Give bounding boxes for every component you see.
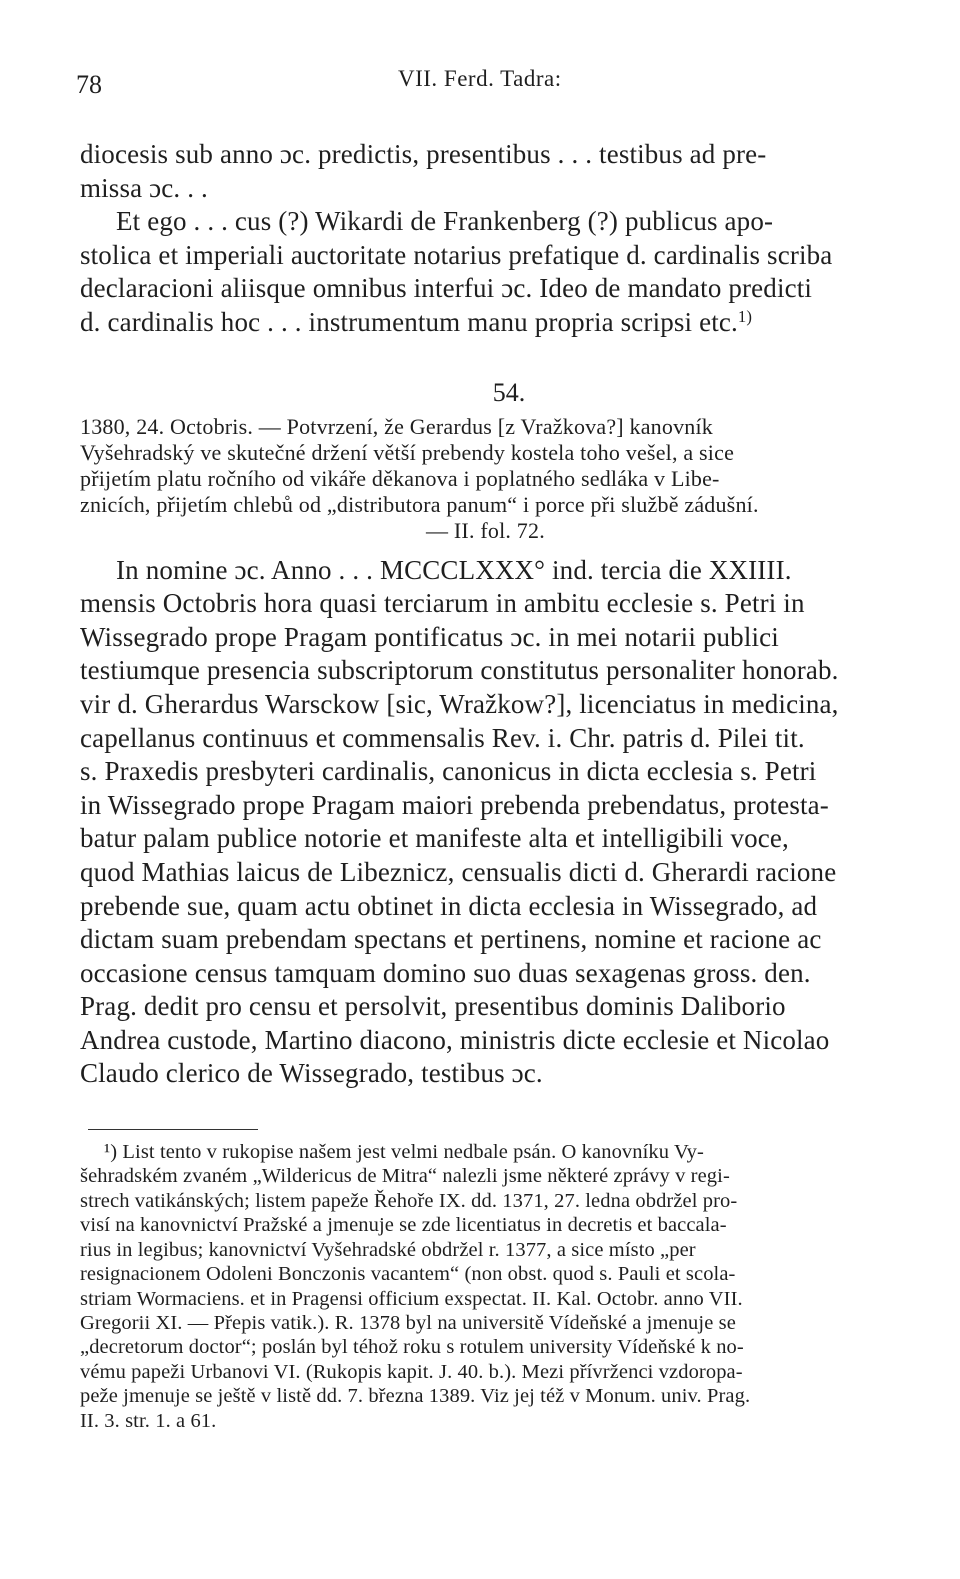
footnote-line: visí na kanovnictví Pražské a jmenuje se zde licentiatus in decretis et baccala- <box>80 1214 727 1237</box>
page-header <box>76 62 928 102</box>
footnote-line: striam Wormaciens. et in Pragensi officium exspectat. II. Kal. Octobr. anno VII. <box>80 1287 743 1310</box>
charter-text <box>80 554 928 1092</box>
footnote-line: rius in legibus; kanovnictví Vyšehradské obdržel r. 1377, a sice místo „per <box>80 1238 696 1261</box>
footnote-marker: ¹) <box>104 1141 118 1164</box>
footnote-line: resignacionem Odoleni Bonczonis vacantem“ (non obst. quod s. Pauli et scola- <box>80 1263 736 1286</box>
text-line: stolica et imperiali auctoritate notarius prefatique d. cardinalis scriba <box>80 239 833 270</box>
charter-line: testiumque presencia subscriptorum constitutus personaliter honorab. <box>80 655 839 686</box>
text-line <box>80 306 928 340</box>
footnote <box>80 1140 928 1433</box>
charter-line: batur palam publice notorie et manifeste alta et intelligibili voce, <box>80 823 789 854</box>
charter-line: Prag. dedit pro censu et persolvit, presentibus dominis Daliborio <box>80 991 786 1022</box>
charter-line: quod Mathias laicus de Libeznicz, censualis dicti d. Gherardi racione <box>80 856 837 887</box>
footnote-line: „decretorum doctor“; poslán byl téhož roku s rotulem university Vídeňské k no- <box>80 1336 744 1359</box>
footnote-reference: 1) <box>737 306 753 326</box>
footnote-line: strech vatikánských; listem papeže Řehoře IX. dd. 1371, 27. ledna obdržel pro- <box>80 1189 738 1212</box>
charter-line: prebende sue, quam actu obtinet in dicta ecclesia in Wissegrado, ad <box>80 890 818 921</box>
charter-line: Claudo clerico de Wissegrado, testibus ɔc. <box>80 1058 543 1089</box>
text-line: missa ɔc. . . <box>80 172 208 203</box>
text-line: diocesis sub anno ɔc. predictis, presentibus . . . testibus ad pre- <box>80 139 767 169</box>
regest-line: přijetím platu ročního od vikáře děkanova i poplatného sedláka v Libe- <box>80 465 720 491</box>
regest-source: — II. fol. 72. <box>426 517 545 543</box>
footnote-line: Gregorii XI. — Přepis vatik.). R. 1378 byl na universitě Vídeňské a jmenuje se <box>80 1311 736 1334</box>
footnote-line-content: List tento v rukopise našem jest velmi nedbale psán. O kanovníku Vy- <box>122 1141 704 1164</box>
text-line: Et ego . . . cus (?) Wikardi de Frankenberg (?) publicus apo- <box>116 206 774 237</box>
running-head: VII. Ferd. Tadra: <box>398 66 562 91</box>
charter-line: Andrea custode, Martino diacono, ministris dicte ecclesie et Nicolao <box>80 1024 830 1055</box>
book-page <box>76 62 928 1433</box>
charter-line: Wissegrado prope Pragam pontificatus ɔc. in mei notarii publici <box>80 621 779 652</box>
document-regest <box>80 414 928 544</box>
document-number: 54. <box>492 377 526 407</box>
charter-line: In nomine ɔc. Anno . . . MCCCLXXX° ind. tercia die XXIIII. <box>116 554 792 585</box>
footnote-line <box>80 1140 928 1164</box>
charter-line: capellanus continuus et commensalis Rev. i. Chr. patris d. Pilei tit. <box>80 722 805 753</box>
regest-line: Vyšehradský ve skutečné držení větší prebendy kostela toho vešel, a sice <box>80 439 735 465</box>
charter-line: dictam suam prebendam spectans et pertinens, nomine et racione ac <box>80 924 822 955</box>
footnote-line: II. 3. str. 1. a 61. <box>80 1409 217 1432</box>
footnote-line: peže jmenuje se ještě v listě dd. 7. března 1389. Viz jej též v Monum. univ. Prag. <box>80 1385 751 1408</box>
regest-line: znicích, přijetím chlebů od „distributora panum“ i porce při službě zádušní. <box>80 491 759 517</box>
charter-line: vir d. Gherardus Warsckow [sic, Wražkow?], licenciatus in medicina, <box>80 688 839 719</box>
regest-line: 1380, 24. Octobris. — Potvrzení, že Gerardus [z Vražkova?] kanovník <box>80 413 713 439</box>
charter-line: in Wissegrado prope Pragam maiori prebenda prebendatus, protesta- <box>80 789 829 820</box>
charter-line: occasione census tamquam domino suo duas sexagenas gross. den. <box>80 957 811 988</box>
footnote-line: šehradském zvaném „Wildericus de Mitra“ nalezli jsme některé zprávy v regi- <box>80 1165 730 1188</box>
footnote-divider <box>88 1129 258 1130</box>
footnote-line: vému papeži Urbanovi VI. (Rukopis kapit. J. 40. b.). Mezi přívrženci vzdoropa- <box>80 1360 743 1383</box>
text-line-content: d. cardinalis hoc . . . instrumentum manu propria scripsi etc. <box>80 306 738 337</box>
text-line: declaracioni aliisque omnibus interfui ɔc. Ideo de mandato predicti <box>80 273 813 304</box>
continued-text <box>80 138 928 340</box>
page-number: 78 <box>76 70 102 99</box>
charter-line: mensis Octobris hora quasi terciarum in ambitu ecclesie s. Petri in <box>80 588 805 619</box>
charter-line: s. Praxedis presbyteri cardinalis, canonicus in dicta ecclesia s. Petri <box>80 756 817 787</box>
